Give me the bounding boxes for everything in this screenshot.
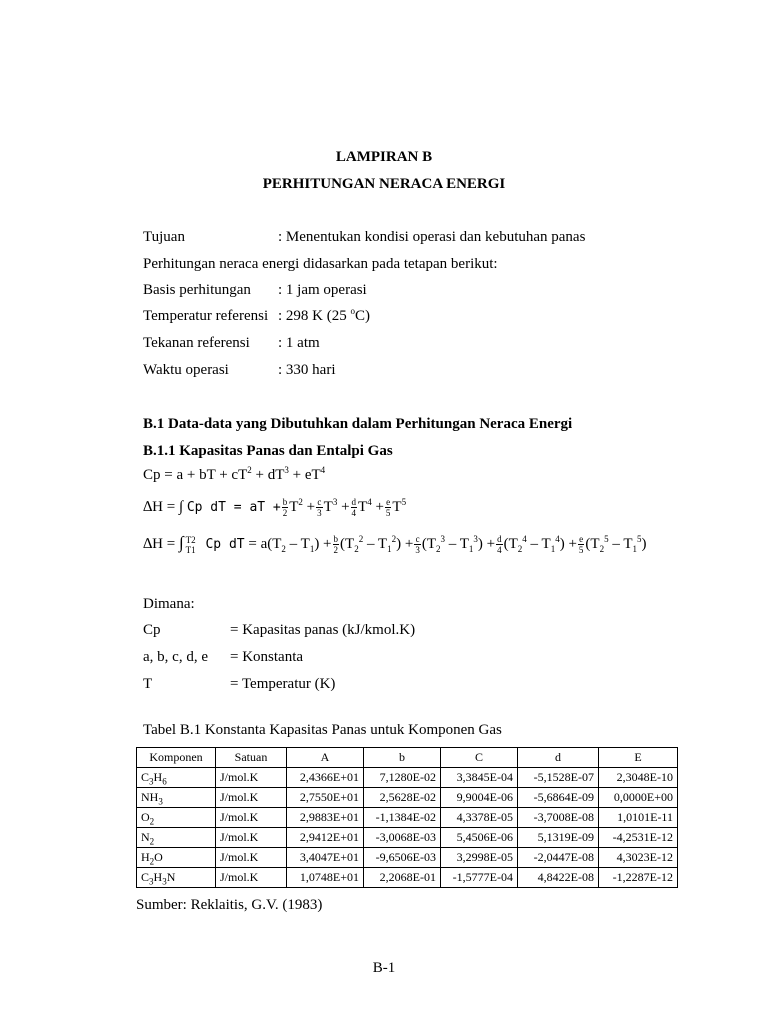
value-cell: -9,6506E-03 — [364, 848, 441, 868]
value-cell: -2,0447E-08 — [518, 848, 599, 868]
value-cell: 2,3048E-10 — [599, 768, 678, 788]
unit-cell: J/mol.K — [216, 848, 287, 868]
temp-ref-label: Temperatur referensi — [143, 308, 269, 324]
intro-text: Perhitungan neraca energi didasarkan pada tetapan berikut: — [143, 256, 498, 272]
unit-cell: J/mol.K — [216, 788, 287, 808]
value-cell: 2,9412E+01 — [287, 828, 364, 848]
table-row — [137, 788, 678, 808]
enthalpy-integral-equation: ∆H = ∫ T2 T1 Cp dT = $a(T_2 - T_1)$ + $\frac{b}{2}$ $(T_2^2 - T_1^2)$ + $\frac{c}{3}$ $(T_2^3 - T_1^3)$ + $\frac{d}{4}$ $(T_2^4 - T_1^4)$ + $\frac{e}{5}$ $(T_2^5 - T_1^5)$ — [143, 533, 647, 556]
operation-time-value: : 330 hari — [278, 362, 336, 378]
table-header-cell: b — [364, 748, 441, 768]
value-cell: -5,1528E-07 — [518, 768, 599, 788]
dimana-def-t: = Temperatur (K) — [230, 676, 336, 692]
table-header-cell: A — [287, 748, 364, 768]
table-header-cell: d — [518, 748, 599, 768]
value-cell: 2,5628E-02 — [364, 788, 441, 808]
component-cell: $H_2O$ — [137, 848, 216, 868]
table-header-cell: E — [599, 748, 678, 768]
component-cell: $O_2$ — [137, 808, 216, 828]
temp-ref-value: : 298 K (25 $^o$C) — [278, 306, 370, 324]
cp-equation: Cp = a + bT + $cT^2 + dT^3 + eT^4$ — [143, 465, 326, 483]
dimana-symbol-constants: a, b, c, d, e — [143, 649, 208, 665]
value-cell: 5,1319E-09 — [518, 828, 599, 848]
value-cell: -1,2287E-12 — [599, 868, 678, 888]
value-cell: 2,2068E-01 — [364, 868, 441, 888]
basis-value: : 1 jam operasi — [278, 282, 367, 298]
unit-cell: J/mol.K — [216, 868, 287, 888]
table-header-row — [137, 748, 678, 768]
value-cell: 5,4506E-06 — [441, 828, 518, 848]
value-cell: 4,8422E-08 — [518, 868, 599, 888]
value-cell: 1,0748E+01 — [287, 868, 364, 888]
table-header-cell: Komponen — [137, 748, 216, 768]
value-cell: 2,9883E+01 — [287, 808, 364, 828]
table-header-cell: C — [441, 748, 518, 768]
basis-label: Basis perhitungan — [143, 282, 251, 298]
tujuan-label: Tujuan — [143, 229, 185, 245]
table-row — [137, 828, 678, 848]
unit-cell: J/mol.K — [216, 828, 287, 848]
heat-capacity-table — [136, 747, 678, 888]
dimana-heading: Dimana: — [143, 596, 195, 612]
value-cell: 2,7550E+01 — [287, 788, 364, 808]
dimana-symbol-t: T — [143, 676, 153, 692]
component-cell: $NH_3$ — [137, 788, 216, 808]
value-cell: -3,0068E-03 — [364, 828, 441, 848]
appendix-title: LAMPIRAN B — [335, 149, 433, 165]
operation-time-label: Waktu operasi — [143, 362, 229, 378]
value-cell: 7,1280E-02 — [364, 768, 441, 788]
section-b11-heading: B.1.1 Kapasitas Panas dan Entalpi Gas — [143, 443, 393, 459]
unit-cell: J/mol.K — [216, 768, 287, 788]
unit-cell: J/mol.K — [216, 808, 287, 828]
table-row — [137, 808, 678, 828]
component-cell: $C_3H_6$ — [137, 768, 216, 788]
table-header-cell: Satuan — [216, 748, 287, 768]
value-cell: 3,3845E-04 — [441, 768, 518, 788]
table-row — [137, 768, 678, 788]
dimana-def-constants: = Konstanta — [230, 649, 304, 665]
value-cell: 4,3023E-12 — [599, 848, 678, 868]
value-cell: 3,4047E+01 — [287, 848, 364, 868]
page-number: B-1 — [372, 960, 396, 976]
dimana-def-cp: = Kapasitas panas (kJ/kmol.K) — [230, 622, 416, 638]
tujuan-value: : Menentukan kondisi operasi dan kebutuhan panas — [278, 229, 586, 245]
dimana-symbol-cp: Cp — [143, 622, 161, 638]
value-cell: -1,5777E-04 — [441, 868, 518, 888]
pressure-ref-value: : 1 atm — [278, 335, 320, 351]
section-b1-heading: B.1 Data-data yang Dibutuhkan dalam Perhitungan Neraca Energi — [143, 416, 573, 432]
table-row — [137, 848, 678, 868]
value-cell: 4,3378E-05 — [441, 808, 518, 828]
value-cell: 1,0101E-11 — [599, 808, 678, 828]
component-cell: $N_2$ — [137, 828, 216, 848]
value-cell: -5,6864E-09 — [518, 788, 599, 808]
value-cell: -4,2531E-12 — [599, 828, 678, 848]
appendix-subtitle: PERHITUNGAN NERACA ENERGI — [262, 176, 506, 192]
enthalpy-equation: ∆H = ∫ Cp dT = aT + $\frac{b}{2}$ $T^2$ + $\frac{c}{3}$ $T^3$ + $\frac{d}{4}$ $T^4$ + $\frac{e}{5}$ $T^5$ — [143, 496, 407, 518]
value-cell: -3,7008E-08 — [518, 808, 599, 828]
table-source: Sumber: Reklaitis, G.V. (1983) — [136, 897, 323, 913]
component-cell: $C_3H_3N$ — [137, 868, 216, 888]
value-cell: -1,1384E-02 — [364, 808, 441, 828]
pressure-ref-label: Tekanan referensi — [143, 335, 250, 351]
table-row — [137, 868, 678, 888]
value-cell: 3,2998E-05 — [441, 848, 518, 868]
value-cell: 9,9004E-06 — [441, 788, 518, 808]
table-caption: Tabel B.1 Konstanta Kapasitas Panas untuk Komponen Gas — [143, 722, 502, 738]
value-cell: 2,4366E+01 — [287, 768, 364, 788]
value-cell: 0,0000E+00 — [599, 788, 678, 808]
